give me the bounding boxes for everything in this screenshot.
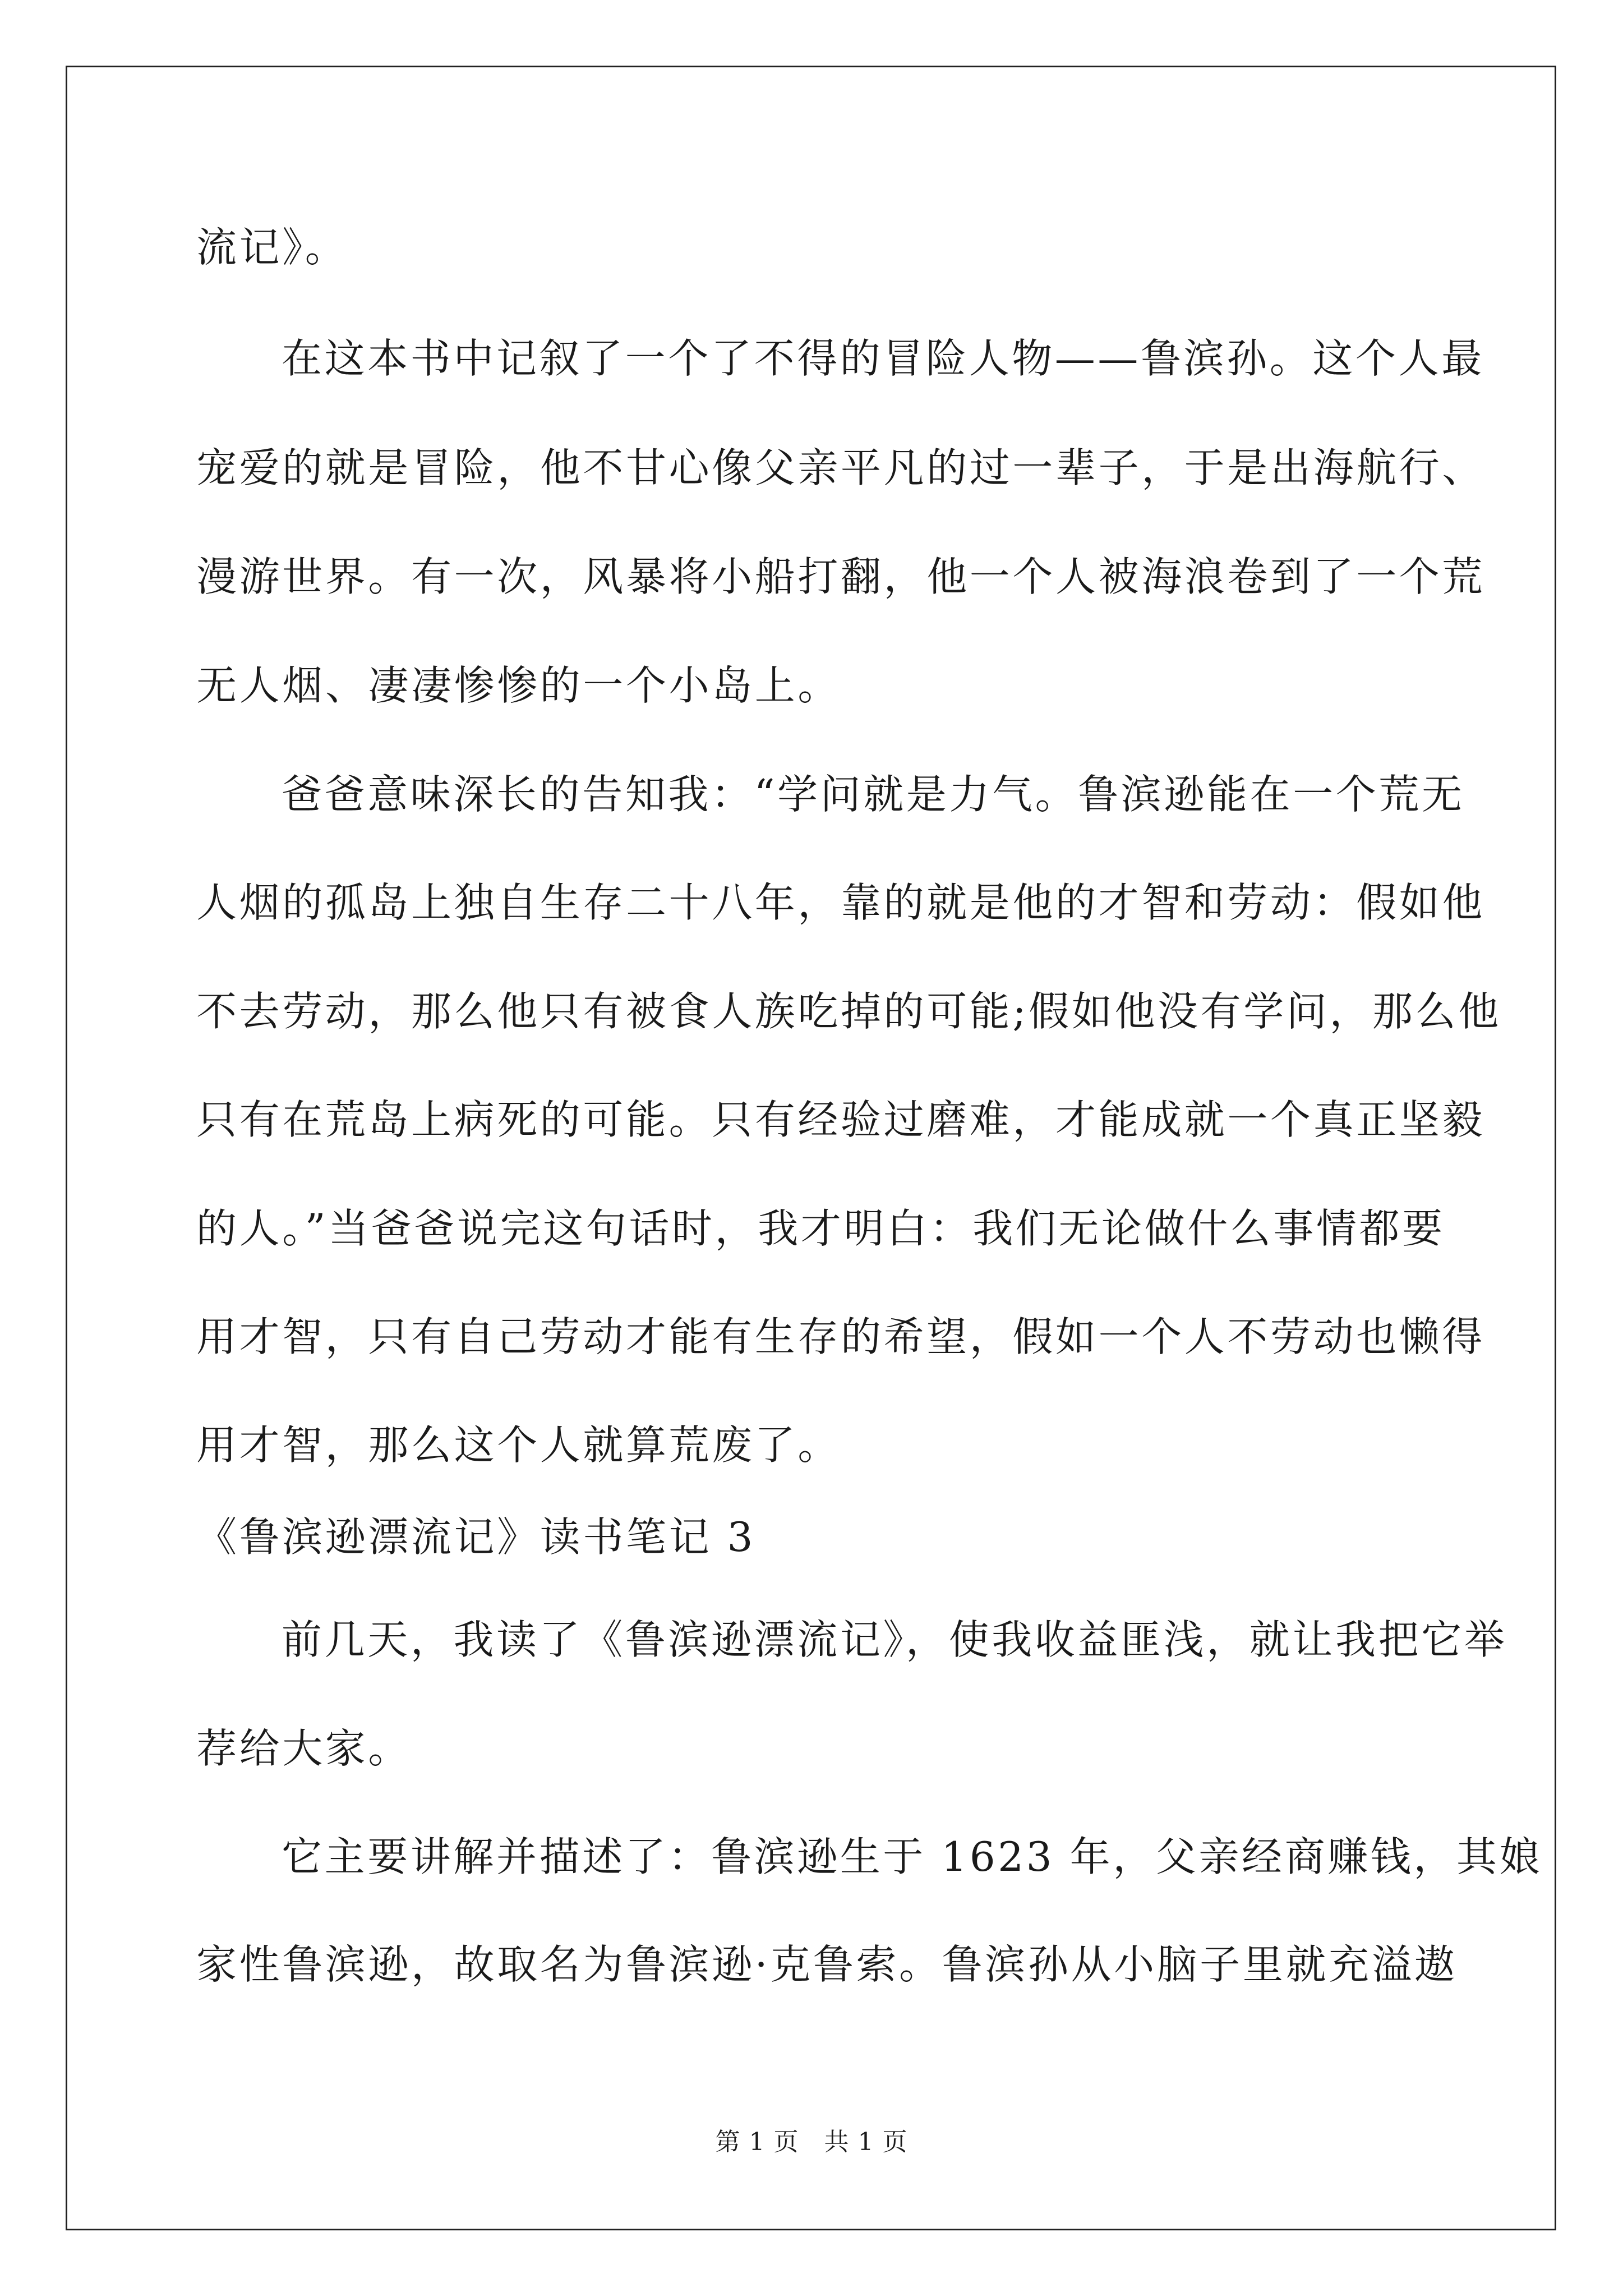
text-line: 只有在荒岛上病死的可能。只有经验过磨难，才能成就一个真正坚毅 xyxy=(196,1096,1486,1143)
page-border xyxy=(66,66,1556,2230)
text-line: 用才智，那么这个人就算荒废了。 xyxy=(196,1421,841,1469)
text-line: 它主要讲解并描述了：鲁滨逊生于 1623 年，父亲经商赚钱，其娘 xyxy=(282,1833,1543,1880)
text-line: 荐给大家。 xyxy=(196,1725,412,1772)
text-line: 家性鲁滨逊，故取名为鲁滨逊·克鲁索。鲁滨孙从小脑子里就充溢遨 xyxy=(196,1941,1458,1988)
text-line: 漫游世界。有一次，风暴将小船打翻，他一个人被海浪卷到了一个荒 xyxy=(196,553,1486,600)
section-heading: 《鲁滨逊漂流记》读书笔记 3 xyxy=(196,1513,756,1561)
text-line: 在这本书中记叙了一个了不得的冒险人物——鲁滨孙。这个人最 xyxy=(282,335,1484,382)
text-line: 爸爸意味深长的告知我：“学问就是力气。鲁滨逊能在一个荒无 xyxy=(282,771,1465,818)
text-line: 用才智，只有自己劳动才能有生存的希望，假如一个人不劳动也懒得 xyxy=(196,1313,1486,1360)
text-line: 的人。”当爸爸说完这句话时，我才明白：我们无论做什么事情都要 xyxy=(196,1205,1445,1252)
text-line: 不去劳动，那么他只有被食人族吃掉的可能;假如他没有学问，那么他 xyxy=(196,988,1501,1035)
text-line: 无人烟、凄凄惨惨的一个小岛上。 xyxy=(196,662,841,709)
page-number-footer: 第 1 页 共 1 页 xyxy=(715,2128,908,2156)
text-line: 前几天，我读了《鲁滨逊漂流记》，使我收益匪浅，就让我把它举 xyxy=(282,1616,1507,1663)
text-line: 流记》。 xyxy=(196,224,348,271)
text-line: 宠爱的就是冒险，他不甘心像父亲平凡的过一辈子，于是出海航行、 xyxy=(196,444,1486,491)
text-line: 人烟的孤岛上独自生存二十八年，靠的就是他的才智和劳动：假如他 xyxy=(196,879,1486,926)
